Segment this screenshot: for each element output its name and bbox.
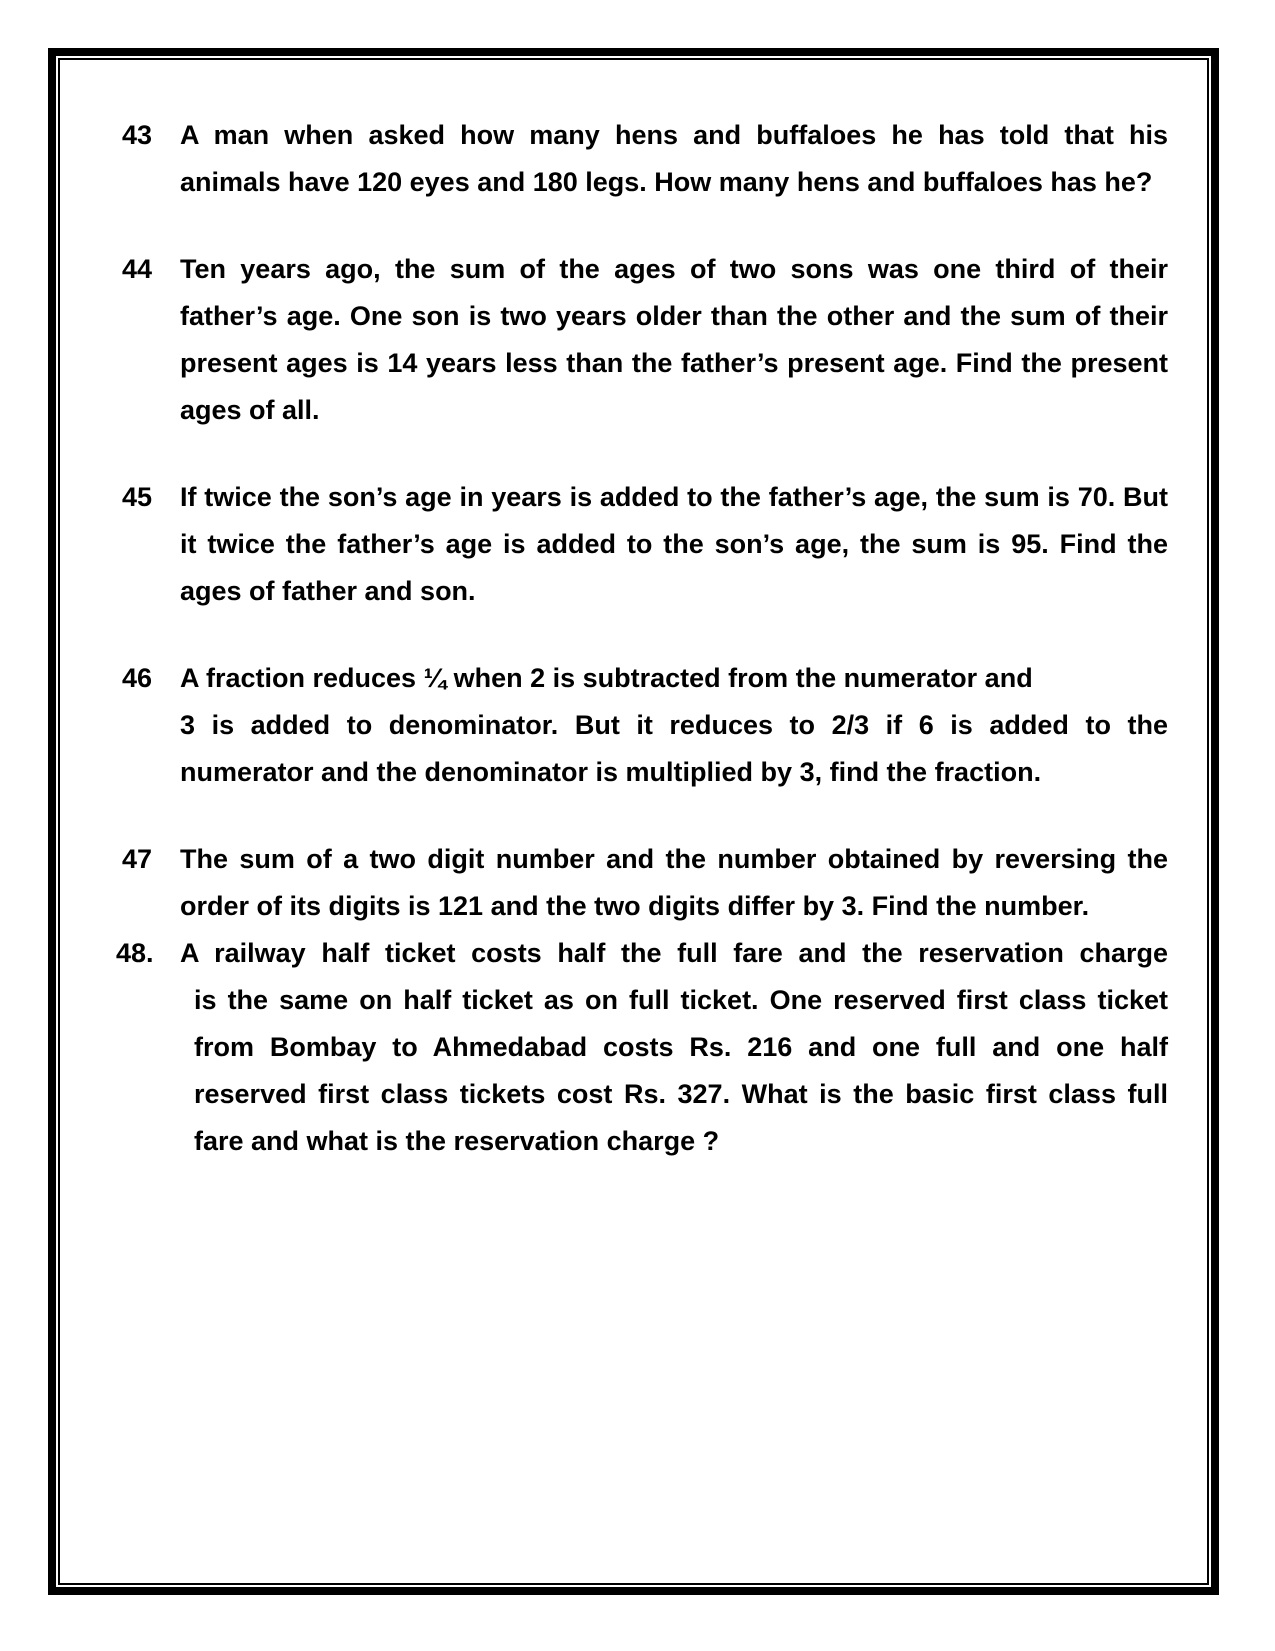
question-46 [112, 655, 1168, 796]
question-47 [112, 836, 1168, 930]
question-text: A man when asked how many hens and buffaloes he has told that his animals have 120 eyes and 180 legs. How many hens and buffaloes has he? [180, 120, 1168, 197]
question-text [180, 930, 1168, 1165]
question-number: 45 [122, 482, 153, 512]
question-text-line2: is the same on half ticket as on full ticket. One reserved first class ticket from Bombay to Ahmedabad costs Rs. 216 and one full and one half reserved first class tickets cost Rs. 327. What is the basic first class full fare and what is the reservation charge ? [194, 985, 1168, 1156]
question-number: 48. [116, 938, 154, 968]
question-text-line1: A railway half ticket costs half the full fare and the reservation charge [180, 938, 1168, 968]
question-43 [112, 112, 1168, 206]
question-number: 43 [122, 120, 153, 150]
question-text: Ten years ago, the sum of the ages of two sons was one third of their father’s age. One son is two years older than the other and the sum of their present ages is 14 years less than the father’s present age. Find the present ages of all. [180, 254, 1168, 425]
question-45 [112, 474, 1168, 615]
question-text [180, 655, 1168, 796]
question-48 [112, 930, 1168, 1165]
question-text-line2: 3 is added to denominator. But it reduces to 2/3 if 6 is added to the numerator and the denominator is multiplied by 3, find the fraction. [180, 710, 1168, 787]
question-number: 47 [122, 844, 153, 874]
question-text-line1: A fraction reduces ¼ when 2 is subtracted from the numerator and [180, 663, 1033, 693]
question-number: 44 [122, 254, 153, 284]
question-list [112, 112, 1168, 1165]
question-text: The sum of a two digit number and the number obtained by reversing the order of its digits is 121 and the two digits differ by 3. Find the number. [180, 844, 1168, 921]
question-text: If twice the son’s age in years is added to the father’s age, the sum is 70. But it twice the father’s age is added to the son’s age, the sum is 95. Find the ages of father and son. [180, 482, 1168, 606]
question-44 [112, 246, 1168, 434]
question-number: 46 [122, 663, 153, 693]
